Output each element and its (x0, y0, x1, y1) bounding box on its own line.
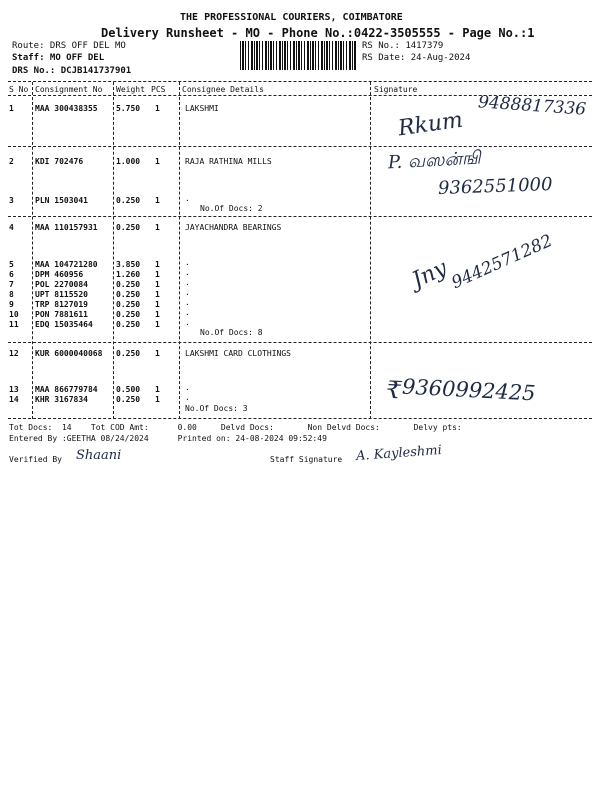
handwritten-phone: 9360992425 (401, 374, 537, 406)
row-pcs: 1 (155, 104, 160, 113)
row-consignment: TRP 8127019 (35, 300, 88, 309)
col-pcs: PCS (151, 85, 166, 94)
no-of-docs: No.Of Docs: 2 (200, 204, 263, 213)
consignee-name: LAKSHMI CARD CLOTHINGS (185, 349, 291, 358)
consignee-name: RAJA RATHINA MILLS (185, 157, 272, 166)
barcode (240, 41, 356, 70)
verified-by-label: Verified By (9, 455, 62, 464)
totals-line: Tot Docs: 14 Tot COD Amt: 0.00 Delvd Docs: Non Delvd Docs: Delvy pts: (9, 423, 462, 432)
row-weight: 0.250 (116, 223, 141, 232)
verified-signature: Shaani (76, 448, 122, 463)
row-weight: 0.250 (116, 300, 141, 309)
no-of-docs: No.Of Docs: 8 (200, 328, 263, 337)
row-sno: 14 (9, 395, 19, 404)
row-pcs: 1 (155, 270, 160, 279)
runsheet-title: Delivery Runsheet - MO - Phone No.:0422-3505555 - Page No.:1 (101, 26, 535, 40)
row-pcs: 1 (155, 385, 160, 394)
handwritten-signature: ₹ (385, 375, 403, 405)
consignee-name: LAKSHMI (185, 104, 219, 113)
row-weight: 1.260 (116, 270, 141, 279)
col-consignee: Consignee Details (182, 85, 264, 94)
row-consignment: MAA 866779784 (35, 385, 98, 394)
bullet-dot: . (185, 298, 190, 307)
divider (8, 216, 592, 217)
row-sno: 13 (9, 385, 19, 394)
bullet-dot: . (185, 318, 190, 327)
row-weight: 0.250 (116, 349, 141, 358)
column-line (179, 82, 180, 419)
row-consignment: PON 7881611 (35, 310, 88, 319)
handwritten-signature: Rkum (396, 107, 465, 142)
row-weight: 0.250 (116, 196, 141, 205)
row-weight: 3.850 (116, 260, 141, 269)
bullet-dot: . (185, 308, 190, 317)
row-pcs: 1 (155, 310, 160, 319)
row-weight: 0.250 (116, 310, 141, 319)
row-consignment: KUR 6000040068 (35, 349, 103, 358)
row-weight: 0.250 (116, 290, 141, 299)
row-pcs: 1 (155, 320, 160, 329)
handwritten-signature: Jny (408, 255, 452, 294)
row-sno: 6 (9, 270, 14, 279)
row-sno: 11 (9, 320, 19, 329)
consignee-name: JAYACHANDRA BEARINGS (185, 223, 282, 232)
bullet-dot: . (185, 258, 190, 267)
row-pcs: 1 (155, 157, 160, 166)
column-line (113, 82, 114, 419)
row-sno: 12 (9, 349, 19, 358)
row-weight: 5.750 (116, 104, 141, 113)
row-sno: 3 (9, 196, 14, 205)
row-consignment: DPM 460956 (35, 270, 84, 279)
row-pcs: 1 (155, 395, 160, 404)
row-consignment: MAA 104721280 (35, 260, 98, 269)
company-name: THE PROFESSIONAL COURIERS, COIMBATORE (180, 12, 403, 23)
row-consignment: MAA 300438355 (35, 104, 98, 113)
drs-number: DRS No.: DCJB141737901 (12, 66, 132, 76)
row-pcs: 1 (155, 290, 160, 299)
bullet-dot: . (185, 383, 190, 392)
column-line (32, 82, 33, 419)
divider (8, 146, 592, 147)
row-consignment: PLN 1503041 (35, 196, 88, 205)
row-pcs: 1 (155, 223, 160, 232)
row-sno: 5 (9, 260, 14, 269)
rs-number: RS No.: 1417379 (362, 41, 444, 51)
row-consignment: MAA 110157931 (35, 223, 98, 232)
row-sno: 9 (9, 300, 14, 309)
bullet-dot: . (185, 288, 190, 297)
row-weight: 0.250 (116, 395, 141, 404)
row-weight: 0.250 (116, 280, 141, 289)
col-signature: Signature (374, 85, 418, 94)
handwritten-phone: 9362551000 (437, 174, 553, 199)
divider (8, 342, 592, 343)
bullet-dot: . (185, 268, 190, 277)
column-line (370, 82, 371, 419)
row-consignment: KDI 702476 (35, 157, 84, 166)
row-sno: 2 (9, 157, 14, 166)
row-pcs: 1 (155, 196, 160, 205)
entered-by-line: Entered By :GEETHA 08/24/2024 Printed on: 24-08-2024 09:52:49 (9, 434, 327, 443)
staff-label: Staff: MO OFF DEL (12, 53, 105, 63)
bullet-dot: . (185, 278, 190, 287)
row-sno: 8 (9, 290, 14, 299)
row-consignment: EDQ 15035464 (35, 320, 93, 329)
divider (8, 418, 592, 419)
row-pcs: 1 (155, 260, 160, 269)
bullet-dot: . (185, 393, 190, 402)
handwritten-phone: 9488817336 (477, 92, 587, 120)
row-weight: 0.250 (116, 320, 141, 329)
row-sno: 10 (9, 310, 19, 319)
row-consignment: UPT 8115520 (35, 290, 88, 299)
row-pcs: 1 (155, 349, 160, 358)
no-of-docs: No.Of Docs: 3 (185, 404, 248, 413)
bullet-dot: . (185, 194, 190, 203)
col-consignment: Consignment No (35, 85, 103, 94)
row-consignment: POL 2270084 (35, 280, 88, 289)
col-sno: S No (9, 85, 29, 94)
col-weight: Weight (116, 85, 145, 94)
route-label: Route: DRS OFF DEL MO (12, 41, 126, 51)
row-pcs: 1 (155, 300, 160, 309)
staff-signature: A. Kayleshmi (355, 443, 443, 464)
row-pcs: 1 (155, 280, 160, 289)
row-sno: 4 (9, 223, 14, 232)
row-weight: 1.000 (116, 157, 141, 166)
rs-date: RS Date: 24-Aug-2024 (362, 53, 471, 63)
divider (8, 81, 592, 82)
staff-signature-label: Staff Signature (270, 455, 343, 464)
row-sno: 7 (9, 280, 14, 289)
handwritten-phone: 9442571282 (448, 230, 556, 294)
row-weight: 0.500 (116, 385, 141, 394)
row-consignment: KHR 3167834 (35, 395, 88, 404)
row-sno: 1 (9, 104, 14, 113)
handwritten-signature: P. வஸன்ஙி (387, 147, 482, 174)
